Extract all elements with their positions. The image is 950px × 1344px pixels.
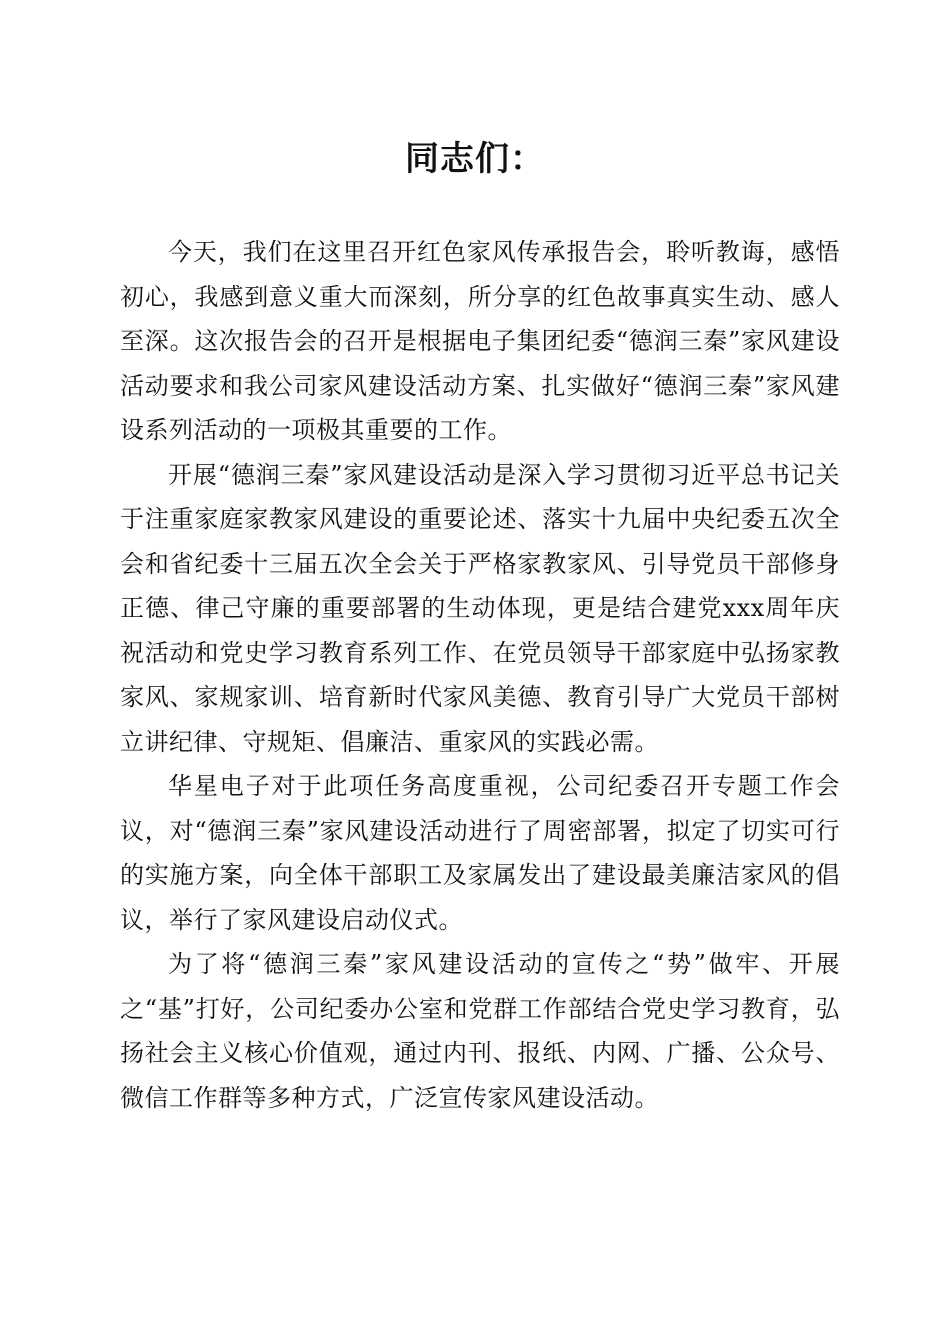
page-title: 同志们：	[405, 139, 545, 179]
paragraph-2: 开展“德润三秦”家风建设活动是深入学习贯彻习近平总书记关于注重家庭家教家风建设的重要论述、落实十九届中央纪委五次全会和省纪委十三届五次全会关于严格家教家风、引导党员干部修身正德、律己守廉的重要部署的生动体现，更是结合建党xxx周年庆祝活动和党史学习教育系列工作、在党员领导干部家庭中弘扬家教家风、家规家训、培育新时代家风美德、教育引导广大党员干部树立讲纪律、守规矩、倡廉洁、重家风的实践必需。	[120, 460, 840, 756]
document-body	[120, 230, 840, 1120]
paragraph-4: 为了将“德润三秦”家风建设活动的宣传之“势”做牢、开展之“基”打好，公司纪委办公室和党群工作部结合党史学习教育，弘扬社会主义核心价值观，通过内刊、报纸、内网、广播、公众号、微信工作群等多种方式，广泛宣传家风建设活动。	[120, 950, 840, 1112]
paragraph-3: 华星电子对于此项任务高度重视，公司纪委召开专题工作会议，对“德润三秦”家风建设活动进行了周密部署，拟定了切实可行的实施方案，向全体干部职工及家属发出了建设最美廉洁家风的倡议，举行了家风建设启动仪式。	[120, 772, 840, 934]
paragraph-1: 今天，我们在这里召开红色家风传承报告会，聆听教诲，感悟初心，我感到意义重大而深刻，所分享的红色故事真实生动、感人至深。这次报告会的召开是根据电子集团纪委“德润三秦”家风建设活动要求和我公司家风建设活动方案、扎实做好“德润三秦”家风建设系列活动的一项极其重要的工作。	[120, 238, 840, 444]
